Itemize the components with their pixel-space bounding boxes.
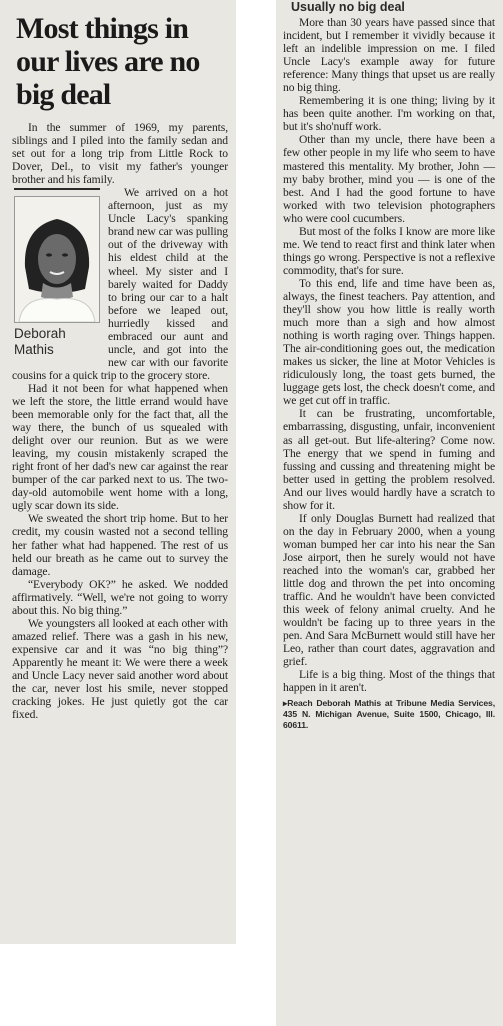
paragraph: We youngsters all looked at each other with amazed relief. There was a gash in his new, expensive car and it was “no big thing”? Apparently he meant it: We were there a week and Uncle Lacy never said another word about the car, never lost his smile, never stopped cracking jokes. He just quietly got the car fixed. xyxy=(12,616,228,722)
author-photo xyxy=(14,196,100,323)
headline: Most things in our lives are no big deal xyxy=(16,12,200,111)
byline-box xyxy=(14,188,100,358)
author-portrait-image xyxy=(15,197,99,322)
paragraph: “Everybody OK?” he asked. We nodded affirmatively. “Well, we're not going to worry about this. No big thing.” xyxy=(12,577,228,617)
subhead: Usually no big deal xyxy=(291,0,405,14)
paragraph: Remembering it is one thing; living by it has been quite another. I'm working on that, but it's sho'nuff work. xyxy=(283,94,495,134)
paragraph: But most of the folks I know are more like me. We tend to react first and think later when things go wrong. Perspective is not a reflexive commodity, that's for sure. xyxy=(283,224,495,277)
author-contact-credit: ▸Reach Deborah Mathis at Tribune Media Services, 435 N. Michigan Avenue, Suite 1500, Chicago, Ill. 60611. xyxy=(283,698,495,731)
left-column xyxy=(0,0,236,944)
paragraph: More than 30 years have passed since that incident, but I remember it vividly because it left an indelible impression on me. I filed Uncle Lacy's example away for future reference: Many things that upset us are really no big thing. xyxy=(283,16,495,95)
paragraph: If only Douglas Burnett had realized that on the day in February 2000, when a young woman bumped her car into his near the San Jose airport, then he surely would not have reached into the woman's car, grabbed her little dog and thrown the pet into oncoming traffic. And he wouldn't have been convicted this week of felony animal cruelty. And he wouldn't be facing up to three years in the pen. And Sara McBurnett would still have her Leo, rather than court dates, aggravation and grief. xyxy=(283,511,495,669)
byline-name: Deborah Mathis xyxy=(14,326,66,358)
paragraph: It can be frustrating, uncomfortable, embarrassing, disgusting, unfair, inconvenient as all get-out. But life-altering? Come now. The energy that we spend in fuming and fussing and cussing and threatening might be better used in getting the problem resolved. And our lives would hardly have a scratch to show for it. xyxy=(283,407,495,512)
right-column xyxy=(276,0,503,1026)
paragraph: Other than my uncle, there have been a few other people in my life who seem to have mastered this mentality. My brother, John — my baby brother, mind you — is one of the best. And I had the good fortune to have worked with two television photographers who were cool cucumbers. xyxy=(283,133,495,225)
paragraph: We sweated the short trip home. But to her credit, my cousin wasted not a second telling her father what had happened. The rest of us held our breath as he came out to survey the damage. xyxy=(12,512,228,578)
paragraph: Had it not been for what happened when we left the store, the little errand would have been memorable only for the fact that, all the way there, the bunch of us squealed with delight over our reunion. But as we were leaving, my cousin mistakenly scraped the right front of her dad's new car against the rear bumper of the car parked next to us. The two-day-old automobile went home with a long, ugly scar down its side. xyxy=(12,381,228,513)
paragraph: Life is a big thing. Most of the things that happen in it aren't. xyxy=(283,668,495,695)
byline-rule xyxy=(14,188,100,190)
paragraph: In the summer of 1969, my parents, siblings and I piled into the family sedan and set out for a long trip from Little Rock to Dover, Del., to visit my father's younger brother and his family. xyxy=(12,121,228,187)
paragraph: To this end, life and time have been as, always, the finest teachers. Pay attention, and they'll show you how little is really worth much more than a sigh and how almost nothing is worth raging over. Things happen. The air-conditioning goes out, the medication makes us sicker, the line at Motor Vehicles is ridiculously long, the toast gets burned, the luggage gets lost, the check doesn't come, and we get cut off in traffic. xyxy=(283,276,495,408)
paragraph: We arrived on a hot afternoon, just as my Uncle Lacy's spanking brand new car was pulling out of the driveway with his eldest child at the wheel. My sister and I barely waited for Daddy to bring our car to a halt before we leaped out, hurriedly kissed and embraced our aunt and uncle, and got into the new car with our favorite cousins for a quick trip to the grocery store. xyxy=(12,186,228,382)
